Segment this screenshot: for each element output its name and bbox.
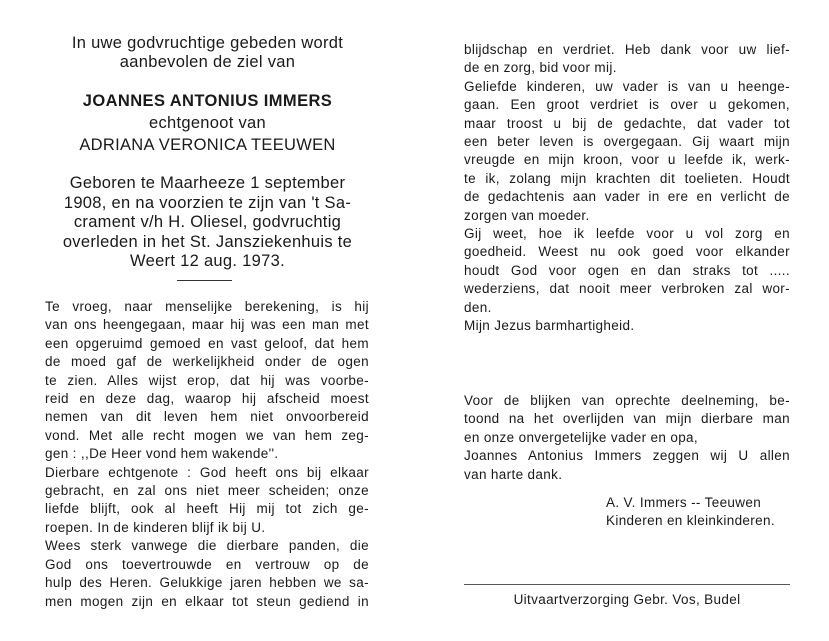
text-line: God ons toevertrouwde en vertrouw op de bbox=[45, 556, 369, 572]
text-line: vond. Met alle recht mogen we van hem zeg- bbox=[45, 427, 369, 443]
short-divider bbox=[177, 280, 232, 281]
text-line: blijdschap en verdriet. Heb dank voor uw lief- bbox=[464, 42, 790, 57]
text-line: Gij weet, hoe ik leefde voor u vol zorg en bbox=[464, 226, 790, 242]
text-line: van harte dank. bbox=[464, 466, 563, 482]
text-line: Geliefde kinderen, uw vader is van u heenge- bbox=[464, 78, 790, 94]
signature-block bbox=[606, 494, 775, 531]
text-line: de en zorg, bid voor mij. bbox=[464, 60, 617, 76]
text-line: en onze onvergetelijke vader en opa, bbox=[464, 429, 699, 445]
birth-death-line: crament v/h H. Oliesel, godvruchtig bbox=[73, 213, 342, 231]
text-line: een opgeruimd gemoed en vast geloof, dat hem bbox=[45, 335, 369, 351]
birth-death-line: Weert 12 aug. 1973. bbox=[130, 252, 285, 270]
prayer-intro-line-1: In uwe godvruchtige gebeden wordt bbox=[71, 34, 344, 52]
text-line: Voor de blijken van oprechte deelneming, be- bbox=[464, 393, 790, 408]
text-line: nemen van dit leven hem niet onvoorbereid bbox=[45, 409, 369, 425]
text-line: Dierbare echtgenote : God heeft ons bij elkaar bbox=[45, 464, 369, 480]
text-line: den. bbox=[464, 299, 492, 315]
footer-divider bbox=[464, 584, 790, 585]
signature-line: A. V. Immers -- Teeuwen bbox=[606, 495, 762, 510]
text-line: vreugde en mijn kroon, voor u leefde ik, werk- bbox=[464, 152, 790, 168]
text-line: wederziens, dat nooit meer verbroken zal wor- bbox=[464, 281, 790, 297]
text-line: men mogen zijn en elkaar tot steun gediend in bbox=[45, 593, 369, 609]
text-line: hulp des Heren. Gelukkige jaren hebben we sa- bbox=[45, 575, 369, 591]
text-line: maar troost u bij de gedachte, dat vader tot bbox=[464, 115, 790, 131]
birth-death-line: 1908, en na voorzien te zijn van 't Sa- bbox=[63, 193, 352, 212]
text-line: toond na het overlijden van mijn dierbare man bbox=[464, 411, 790, 427]
text-line: de gedachtenis aan vader in ere en verlicht de bbox=[464, 189, 790, 205]
birth-death-line: Geboren te Maarheeze 1 september bbox=[69, 174, 346, 192]
text-line: liefde blijft, ook al heeft Hij mij tot zich ge- bbox=[45, 501, 369, 517]
undertaker-credit: Uitvaartverzorging Gebr. Vos, Budel bbox=[513, 592, 741, 607]
text-line: de moed gaf de werkelijkheid onder de ogen bbox=[45, 354, 369, 370]
card-header bbox=[35, 0, 380, 154]
spouse-name: ADRIANA VERONICA TEEUWEN bbox=[79, 136, 336, 154]
signature-line: Kinderen en kleinkinderen. bbox=[606, 513, 775, 529]
text-line: Wees sterk vanwege die dierbare panden, die bbox=[45, 538, 369, 554]
text-line: Te vroeg, naar menselijke berekening, is hij bbox=[45, 299, 369, 314]
text-line: te zien. Alles wijst erop, dat hij was voorbe- bbox=[45, 372, 369, 388]
right-body-text bbox=[464, 41, 790, 336]
prayer-intro-line-2: aanbevolen de ziel van bbox=[119, 53, 296, 71]
text-line: van ons heengegaan, maar hij was een man met bbox=[45, 317, 369, 333]
text-line: gaan. Een groot verdriet is over u gekomen, bbox=[464, 97, 790, 113]
text-line: roepen. In de kinderen blijf ik bij U. bbox=[45, 519, 266, 535]
thanks-text bbox=[464, 392, 790, 484]
text-line: zorgen van moeder. bbox=[464, 207, 590, 223]
text-line: gen : ,,De Heer vond hem wakende''. bbox=[45, 446, 279, 462]
birth-death-line: overleden in het St. Jansziekenhuis te bbox=[62, 232, 353, 251]
left-body-text bbox=[45, 298, 369, 611]
text-line: reid en deze dag, waarop hij afscheid moest bbox=[45, 391, 369, 407]
text-line: Joannes Antonius Immers zeggen wij U allen bbox=[464, 448, 790, 464]
birth-death-block bbox=[40, 174, 375, 272]
text-line: goedheid. Weest nu ook goed voor elkander bbox=[464, 244, 790, 260]
text-line: een beter leven is overgegaan. Gij waart mijn bbox=[464, 134, 790, 150]
deceased-name: JOANNES ANTONIUS IMMERS bbox=[82, 92, 333, 110]
text-line: te ik, zolang mijn krachten dit toelieten. Houdt bbox=[464, 170, 790, 186]
text-line: gebracht, en zal ons niet meer scheiden; onze bbox=[45, 483, 369, 499]
text-line: Mijn Jezus barmhartigheid. bbox=[464, 318, 635, 334]
text-line: houdt God voor ogen en dan straks tot ..... bbox=[464, 262, 790, 278]
relation-label: echtgenoot van bbox=[148, 114, 267, 132]
